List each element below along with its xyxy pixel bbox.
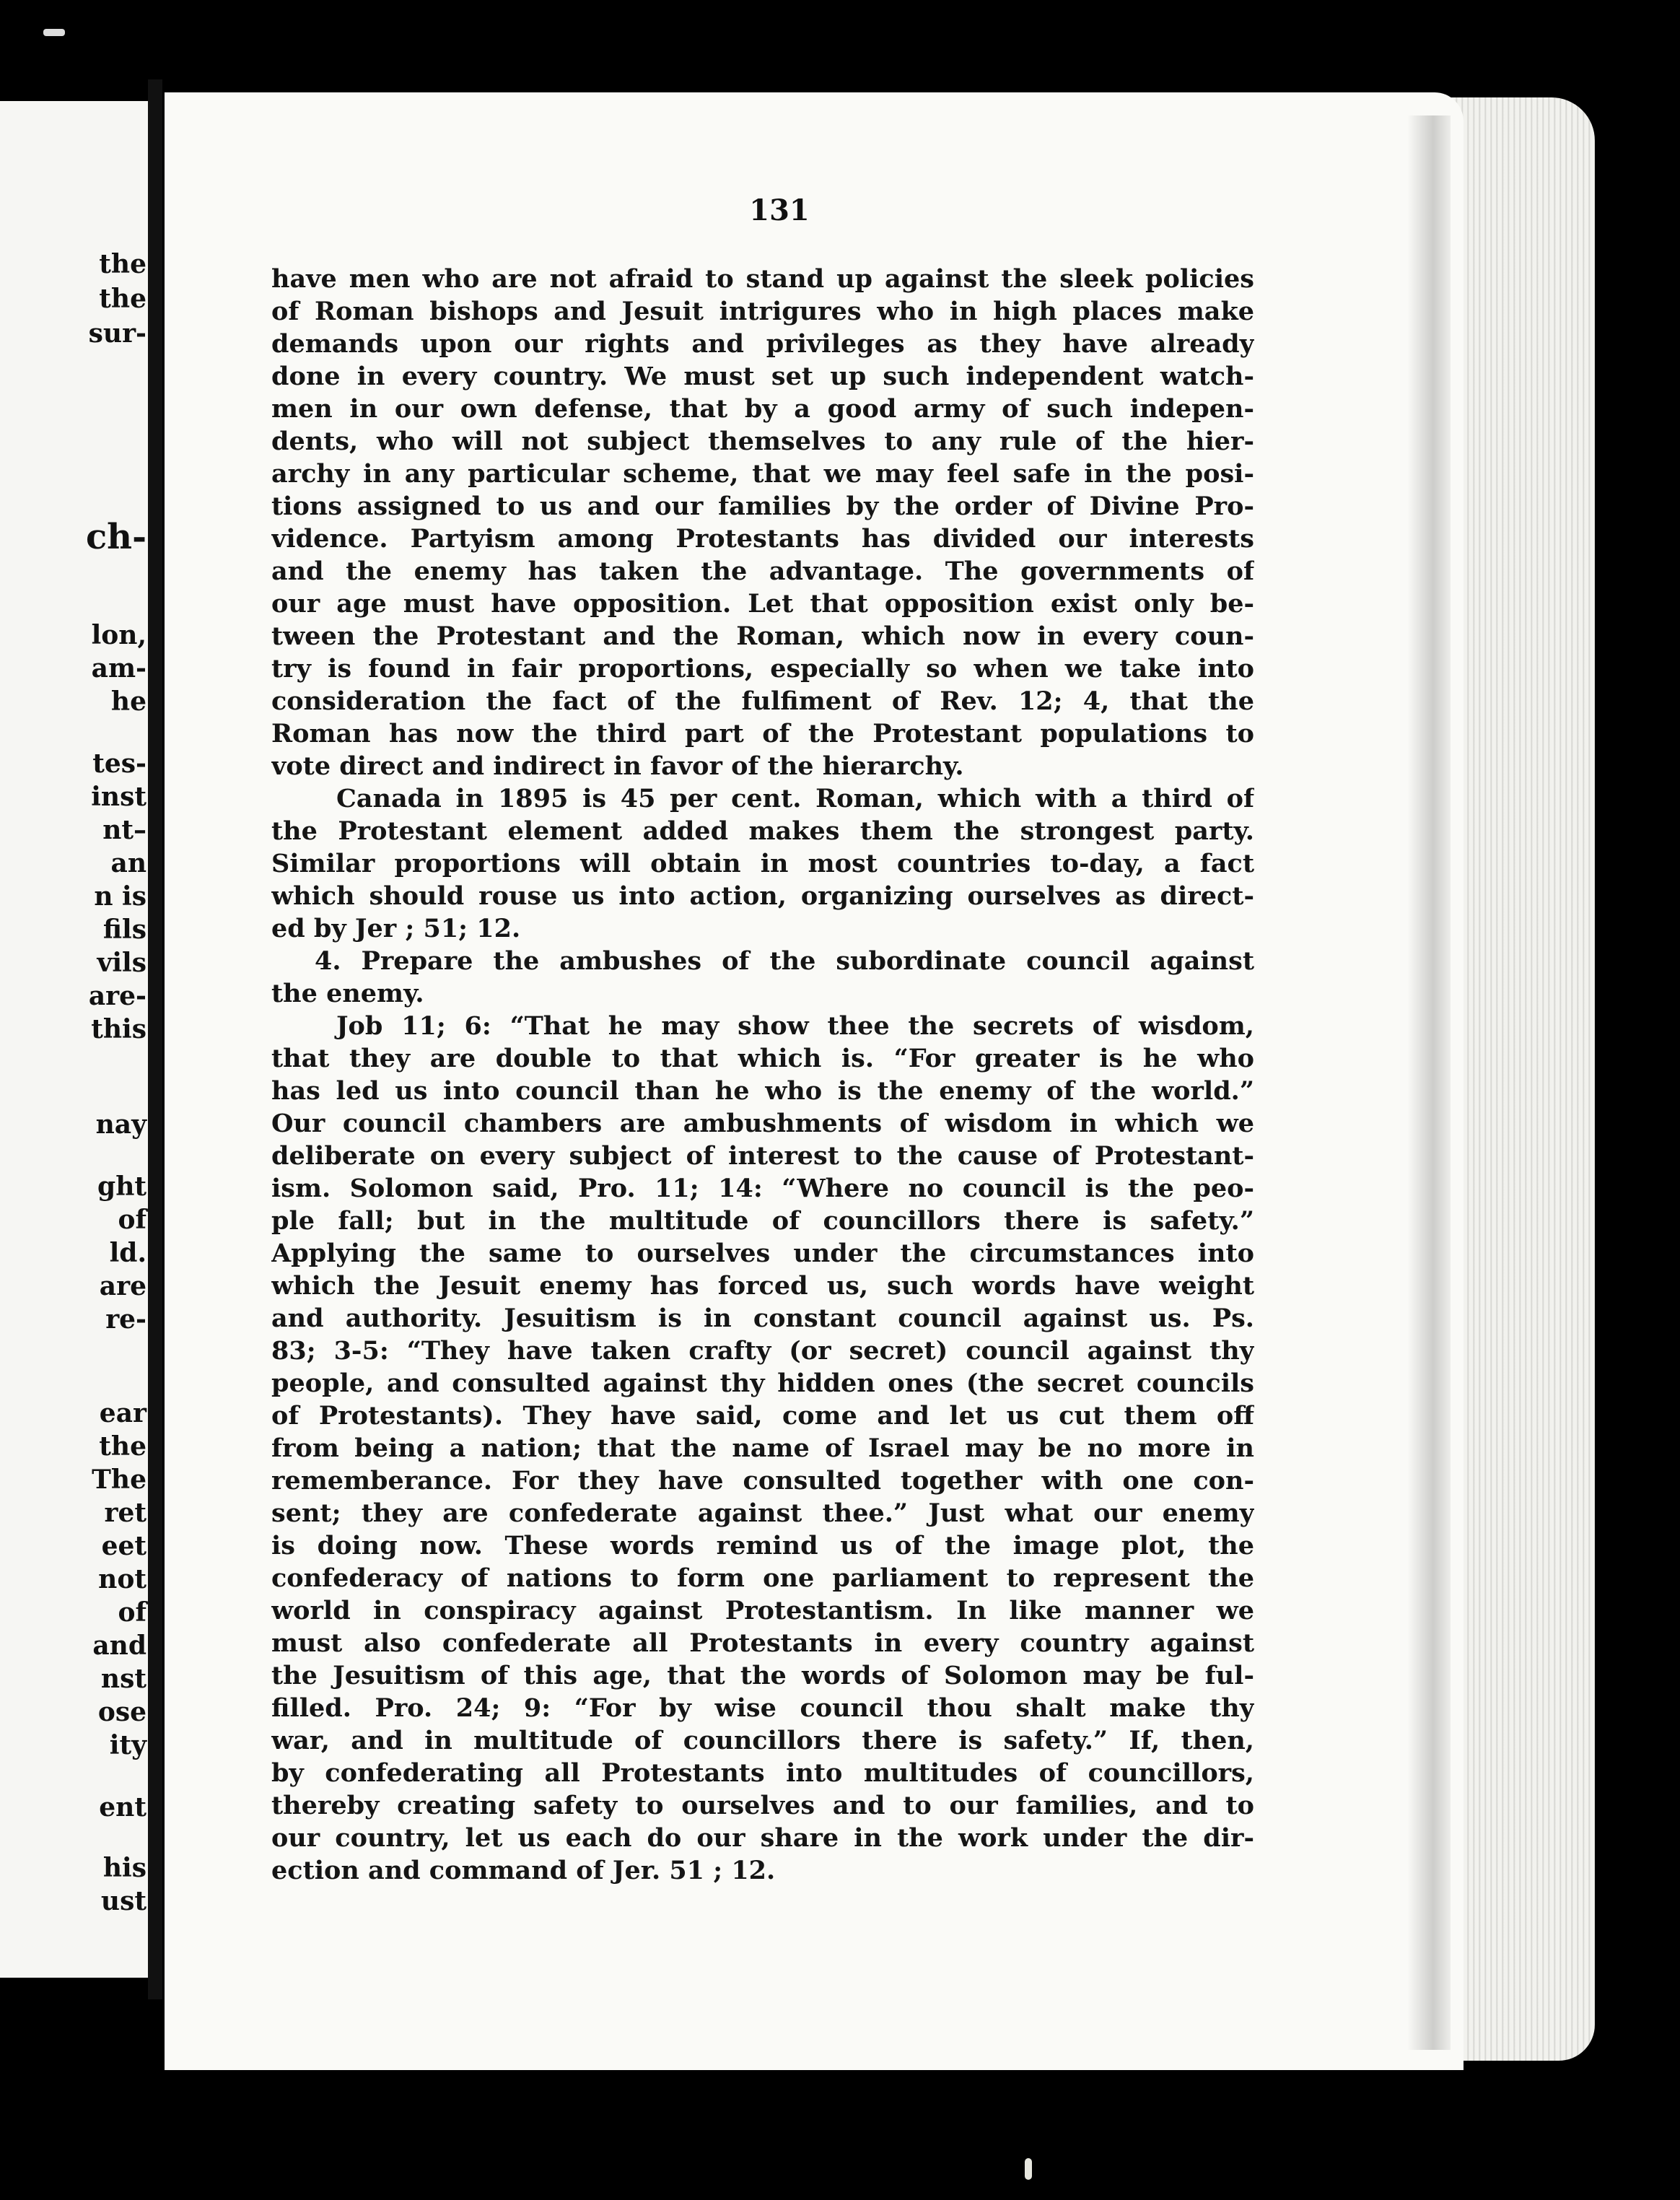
text-line: 83; 3-5: “They have taken crafty (or secret) council against thy xyxy=(271,1336,1254,1366)
text-line: Applying the same to ourselves under the circumstances into xyxy=(271,1239,1254,1268)
text-line: from being a nation; that the name of Israel may be no more in xyxy=(271,1433,1254,1463)
section-heading-line: 4. Prepare the ambushes of the subordinate council against xyxy=(315,946,1254,976)
left-fragment: ld. xyxy=(109,1238,146,1268)
left-fragment: ose xyxy=(97,1697,146,1727)
left-fragment: ust xyxy=(100,1886,146,1916)
left-fragment: of xyxy=(118,1205,146,1235)
text-line: and authority. Jesuitism is in constant council against us. Ps. xyxy=(271,1304,1254,1333)
text-line: war, and in multitude of councillors there is safety.” If, then, xyxy=(271,1726,1254,1755)
left-fragment: are- xyxy=(88,981,146,1011)
book-gutter xyxy=(148,79,162,1999)
left-fragment: ght xyxy=(97,1171,146,1202)
left-fragment: tes- xyxy=(92,748,146,779)
left-fragment: the xyxy=(99,249,146,279)
text-line: and the enemy has taken the advantage. The governments of xyxy=(271,556,1254,586)
text-line: tween the Protestant and the Roman, which now in every coun- xyxy=(271,621,1254,651)
text-line: Similar proportions will obtain in most countries to-day, a fact xyxy=(271,849,1254,878)
left-fragment: ret xyxy=(104,1498,146,1528)
text-line: Roman has now the third part of the Protestant populations to xyxy=(271,719,1254,748)
left-fragment: ent xyxy=(99,1792,146,1823)
text-line: that they are double to that which is. “For greater is he who xyxy=(271,1044,1254,1073)
text-line: of Roman bishops and Jesuit intrigures who in high places make xyxy=(271,297,1254,326)
left-fragment: nt– xyxy=(102,815,146,845)
text-line: of Protestants). They have said, come and let us cut them off xyxy=(271,1401,1254,1431)
left-fragment: lon, xyxy=(91,620,146,650)
text-line: demands upon our rights and privileges as they have already xyxy=(271,329,1254,359)
text-line: ed by Jer ; 51; 12. xyxy=(271,914,521,943)
text-line: ection and command of Jer. 51 ; 12. xyxy=(271,1856,776,1885)
text-line: must also confederate all Protestants in every country against xyxy=(271,1628,1254,1658)
text-line: archy in any particular scheme, that we may feel safe in the posi- xyxy=(271,459,1254,489)
text-line: filled. Pro. 24; 9: “For by wise council thou shalt make thy xyxy=(271,1693,1254,1723)
text-line: rememberance. For they have consulted together with one con- xyxy=(271,1466,1254,1496)
text-line: is doing now. These words remind us of the image plot, the xyxy=(271,1531,1254,1560)
text-line: the Protestant element added makes them the strongest party. xyxy=(271,816,1254,846)
scan-artifact xyxy=(1025,2158,1032,2180)
text-line: confederacy of nations to form one parliament to represent the xyxy=(271,1563,1254,1593)
left-fragment: ch- xyxy=(85,517,146,557)
text-line: which the Jesuit enemy has forced us, such words have weight xyxy=(271,1271,1254,1301)
left-fragment: his xyxy=(102,1853,146,1883)
text-line: ism. Solomon said, Pro. 11; 14: “Where no council is the peo- xyxy=(271,1174,1254,1203)
left-fragment: nay xyxy=(95,1109,146,1140)
page-curl-shadow xyxy=(1407,115,1451,2050)
left-fragment: vils xyxy=(97,948,146,978)
left-fragment: the xyxy=(99,1431,146,1462)
text-line: sent; they are confederate against thee.” Just what our enemy xyxy=(271,1498,1254,1528)
text-line: dents, who will not subject themselves to any rule of the hier- xyxy=(271,427,1254,456)
text-line: have men who are not afraid to stand up against the sleek policies xyxy=(271,264,1254,294)
text-line: the enemy. xyxy=(271,979,424,1008)
text-line: try is found in fair proportions, especially so when we take into xyxy=(271,654,1254,684)
body-text xyxy=(271,263,1254,1887)
text-line: done in every country. We must set up such independent watch- xyxy=(271,362,1254,391)
left-fragment: am- xyxy=(91,653,146,684)
text-line: tions assigned to us and our families by the order of Divine Pro- xyxy=(271,492,1254,521)
text-line: consideration the fact of the fulfiment of Rev. 12; 4, that the xyxy=(271,686,1254,716)
left-fragment: fils xyxy=(102,915,146,945)
left-fragment: ear xyxy=(99,1398,146,1428)
left-fragment: eet xyxy=(101,1531,146,1561)
text-line: men in our own defense, that by a good army of such indepen- xyxy=(271,394,1254,424)
left-fragment: of xyxy=(118,1597,146,1628)
text-line: people, and consulted against thy hidden ones (the secret councils xyxy=(271,1369,1254,1398)
text-line: Our council chambers are ambushments of wisdom in which we xyxy=(271,1109,1254,1138)
text-line: thereby creating safety to ourselves and to our families, and to xyxy=(271,1791,1254,1820)
text-line: vidence. Partyism among Protestants has divided our interests xyxy=(271,524,1254,554)
left-fragment: and xyxy=(92,1631,146,1661)
text-line: which should rouse us into action, organizing ourselves as direct- xyxy=(271,881,1254,911)
left-fragment: he xyxy=(110,686,146,717)
left-fragment: re- xyxy=(105,1304,146,1335)
left-fragment: not xyxy=(98,1564,146,1594)
text-line: has led us into council than he who is the enemy of the world.” xyxy=(271,1076,1254,1106)
scan-artifact xyxy=(43,29,65,36)
left-fragment: are xyxy=(99,1271,146,1301)
left-fragment: inst xyxy=(91,782,146,812)
left-fragment: The xyxy=(92,1465,146,1495)
text-line: vote direct and indirect in favor of the hierarchy. xyxy=(271,751,964,781)
text-line: deliberate on every subject of interest to the cause of Protestant- xyxy=(271,1141,1254,1171)
left-fragment: ity xyxy=(109,1730,146,1760)
previous-page-fragment xyxy=(0,101,148,1978)
left-fragment: sur- xyxy=(88,318,146,349)
text-line: our country, let us each do our share in the work under the dir- xyxy=(271,1823,1254,1853)
left-fragment: an xyxy=(110,848,146,878)
text-line: by confederating all Protestants into multitudes of councillors, xyxy=(271,1758,1254,1788)
text-line: the Jesuitism of this age, that the words of Solomon may be ful- xyxy=(271,1661,1254,1690)
text-line: our age must have opposition. Let that opposition exist only be- xyxy=(271,589,1254,619)
left-fragment: n is xyxy=(94,881,146,912)
left-fragment: the xyxy=(99,284,146,314)
left-fragment: this xyxy=(91,1014,146,1044)
left-fragment: nst xyxy=(100,1664,146,1694)
text-line: Canada in 1895 is 45 per cent. Roman, which with a third of xyxy=(336,784,1254,813)
text-line: ple fall; but in the multitude of councillors there is safety.” xyxy=(271,1206,1254,1236)
text-line: Job 11; 6: “That he may show thee the secrets of wisdom, xyxy=(336,1011,1254,1041)
page-number: 131 xyxy=(749,193,810,227)
text-line: world in conspiracy against Protestantism. In like manner we xyxy=(271,1596,1254,1625)
